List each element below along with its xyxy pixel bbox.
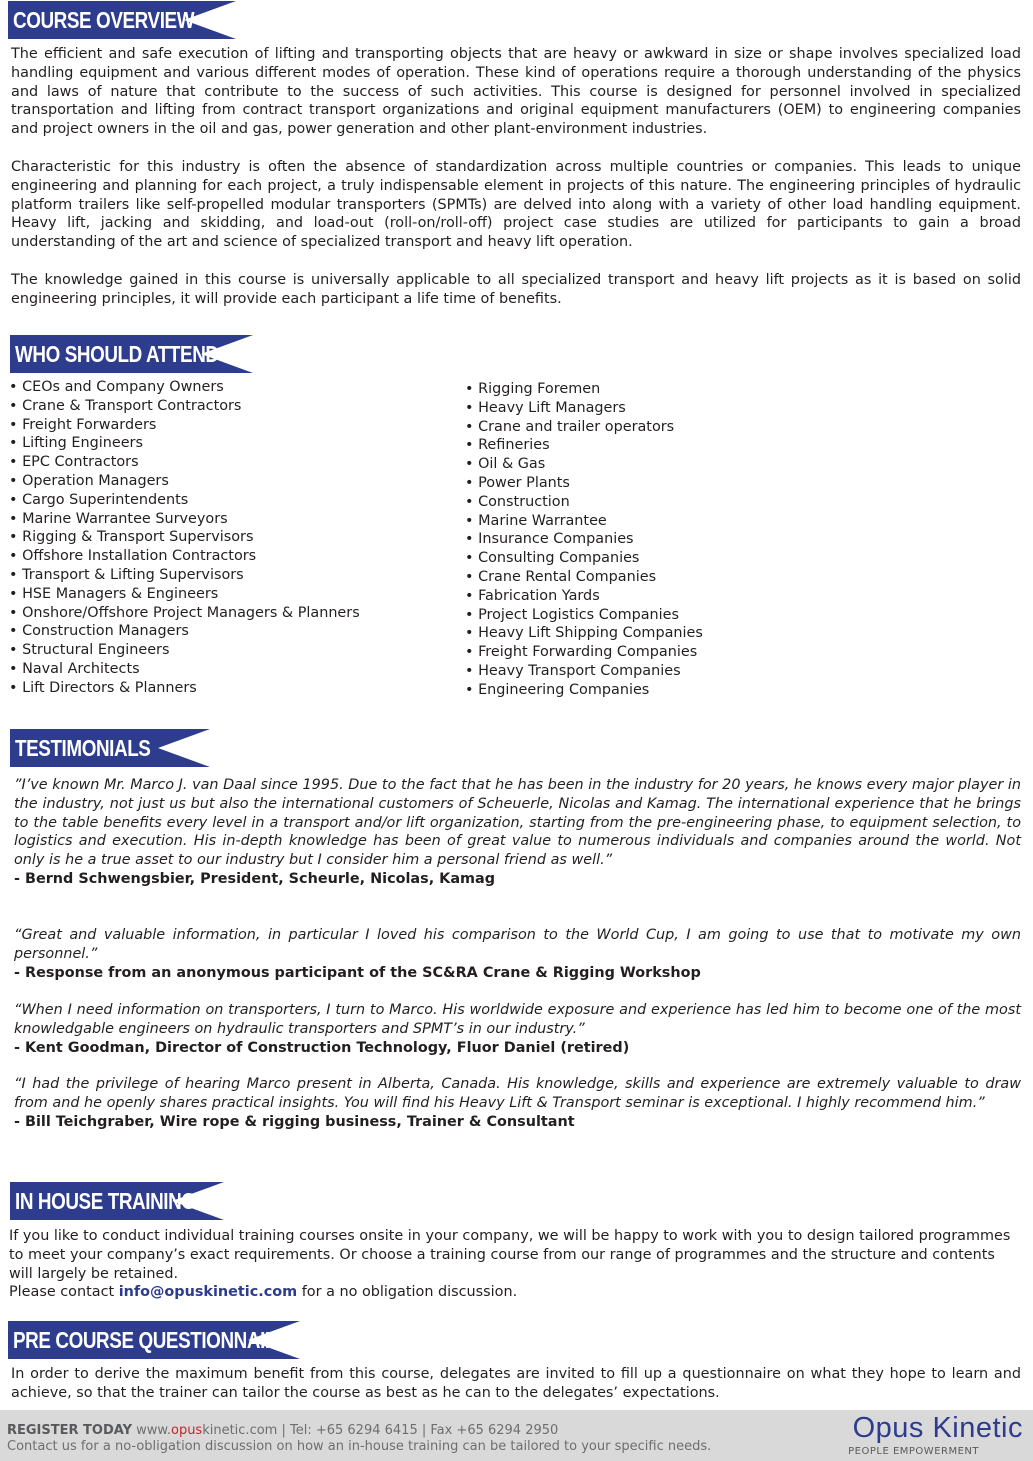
pre-course-section bbox=[0, 1321, 1033, 1406]
attendee-item: • Crane and trailer operators bbox=[465, 418, 703, 437]
testimonials-section bbox=[0, 729, 1033, 1159]
phone-fax: | Tel: +65 6294 6415 | Fax +65 6294 2950 bbox=[277, 1423, 559, 1438]
attendee-item: • Offshore Installation Contractors bbox=[9, 547, 360, 566]
attendee-item: • Onshore/Offshore Project Managers & Planners bbox=[9, 604, 360, 623]
attendee-item: • Heavy Lift Shipping Companies bbox=[465, 624, 703, 643]
footer-contact-line bbox=[7, 1423, 558, 1438]
in-house-training-body: If you like to conduct individual training courses onsite in your company, we will be happy to work with you to design tailored programmes to meet your company’s exact requirements. Or choose a training course from our range of programmes and the structure and contents will largely be retained. bbox=[9, 1228, 1011, 1282]
in-house-training-section bbox=[0, 1182, 1033, 1307]
contact-suffix: for a no obligation discussion. bbox=[297, 1284, 518, 1301]
attendee-item: • Power Plants bbox=[465, 474, 703, 493]
attendee-item: • CEOs and Company Owners bbox=[9, 378, 360, 397]
in-house-training-banner bbox=[10, 1182, 224, 1220]
testimonials-banner bbox=[10, 729, 210, 767]
logo-tagline: PEOPLE EMPOWERMENT bbox=[848, 1446, 979, 1457]
testimonial-author: - Kent Goodman, Director of Construction Technology, Fluor Daniel (retired) bbox=[14, 1039, 630, 1056]
attendee-item: • Crane & Transport Contractors bbox=[9, 397, 360, 416]
attendee-item: • HSE Managers & Engineers bbox=[9, 585, 360, 604]
attendee-item: • Construction Managers bbox=[9, 622, 360, 641]
attendee-item: • Rigging Foremen bbox=[465, 380, 703, 399]
testimonial-quote: “When I need information on transporters, I turn to Marco. His worldwide exposure and experience has led him to become one of the most knowledgable engineers on hydraulic transporters and SPMT’s in our industry.” bbox=[14, 1002, 1021, 1037]
attendee-item: • Lifting Engineers bbox=[9, 434, 360, 453]
web-accent: opus bbox=[170, 1423, 203, 1438]
overview-paragraph-2: Characteristic for this industry is often the absence of standardization across multiple countries or companies. This leads to unique engineering and planning for each project, a truly indispensable element in projects of this nature. The engineering principles of hydraulic platform trailers like self-propelled modular transporters (SPMTs) are delved into along with a variety of other load handling equipment. Heavy lift, jacking and skidding, and load-out (roll-on/roll-off) project case studies are utilized for participants to gain a broad understanding of the art and science of specialized transport and heavy lift operation. bbox=[11, 159, 1021, 251]
attendee-item: • Refineries bbox=[465, 436, 703, 455]
attendee-item: • Cargo Superintendents bbox=[9, 491, 360, 510]
pre-course-text: In order to derive the maximum benefit from this course, delegates are invited to fill up a questionnaire on what they hope to learn and achieve, so that the trainer can tailor the course as best as he can to the delegates’ expectations. bbox=[11, 1366, 1021, 1401]
overview-paragraph-3: The knowledge gained in this course is universally applicable to all specialized transport and heavy lift projects as it is based on solid engineering principles, it will provide each participant a life time of benefits. bbox=[11, 272, 1021, 307]
opus-kinetic-logo: Opus Kinetic bbox=[852, 1412, 1023, 1444]
attendee-item: • Project Logistics Companies bbox=[465, 606, 703, 625]
testimonial-author: - Response from an anonymous participant of the SC&RA Crane & Rigging Workshop bbox=[14, 964, 701, 981]
attendee-item: • Naval Architects bbox=[9, 660, 360, 679]
attendee-item: • Insurance Companies bbox=[465, 530, 703, 549]
testimonial-4 bbox=[14, 1075, 1021, 1131]
testimonial-quote: “Great and valuable information, in particular I loved his comparison to the World Cup, I am going to use that to motivate my own personnel.” bbox=[14, 927, 1021, 962]
attendee-item: • Transport & Lifting Supervisors bbox=[9, 566, 360, 585]
attendee-item: • Construction bbox=[465, 493, 703, 512]
attendee-item: • Crane Rental Companies bbox=[465, 568, 703, 587]
contact-email-link[interactable]: info@opuskinetic.com bbox=[118, 1284, 298, 1301]
attendee-item: • Rigging & Transport Supervisors bbox=[9, 528, 360, 547]
contact-prefix: Please contact bbox=[9, 1284, 119, 1301]
attendee-item: • Heavy Lift Managers bbox=[465, 399, 703, 418]
attendee-item: • Lift Directors & Planners bbox=[9, 679, 360, 698]
course-overview-banner bbox=[8, 1, 236, 39]
testimonial-3 bbox=[14, 1001, 1021, 1057]
attendee-item: • Freight Forwarding Companies bbox=[465, 643, 703, 662]
attendee-list-left bbox=[9, 378, 360, 698]
testimonial-2 bbox=[14, 926, 1021, 982]
who-should-attend-section bbox=[0, 335, 1033, 705]
testimonials-title: TESTIMONIALS bbox=[15, 735, 151, 761]
footer bbox=[0, 1410, 1033, 1461]
attendee-item: • Fabrication Yards bbox=[465, 587, 703, 606]
attendee-item: • Engineering Companies bbox=[465, 681, 703, 700]
register-today-label: REGISTER TODAY bbox=[7, 1423, 132, 1438]
attendee-item: • Heavy Transport Companies bbox=[465, 662, 703, 681]
attendee-item: • Marine Warrantee Surveyors bbox=[9, 510, 360, 529]
overview-paragraph-1: The efficient and safe execution of lifting and transporting objects that are heavy or awkward in size or shape involves specialized load handling equipment and various different modes of operation. These kind of operations require a thorough understanding of the physics and laws of nature that contribute to the success of such activities. This course is designed for personnel involved in specialized transportation and lifting from contract transport organizations and original equipment manufacturers (OEM) to engineering companies and project owners in the oil and gas, power generation and other plant-environment industries. bbox=[11, 46, 1021, 138]
who-should-attend-banner bbox=[10, 335, 253, 373]
attendee-item: • Structural Engineers bbox=[9, 641, 360, 660]
attendee-item: • EPC Contractors bbox=[9, 453, 360, 472]
course-overview-title: COURSE OVERVIEW bbox=[13, 7, 195, 33]
testimonial-quote: “I had the privilege of hearing Marco present in Alberta, Canada. His knowledge, skills and experience are extremely valuable to draw from and he openly shares practical insights. You will find his Heavy Lift & Transport seminar is exceptional. I highly recommend him.” bbox=[14, 1076, 1021, 1111]
in-house-training-text bbox=[9, 1227, 1017, 1302]
testimonial-quote: ”I’ve known Mr. Marco J. van Daal since 1995. Due to the fact that he has been in the industry for 20 years, he knows every major player in the industry, not just us but also the international customers of Scheuerle, Nicolas and Kamag. The international experience that he brings to the table benefits every level in a transport and/or lift organization, starting from the pre-engineering phase, to equipment selection, to logistics and execution. His in-depth knowledge has been of great value to numerous individuals and companies around the world. Not only is he a true asset to our industry but I consider him a personal friend as well.” bbox=[14, 777, 1021, 869]
attendee-list-right bbox=[465, 380, 703, 700]
attendee-item: • Freight Forwarders bbox=[9, 416, 360, 435]
pre-course-banner bbox=[8, 1321, 300, 1359]
testimonial-1 bbox=[14, 776, 1021, 889]
pre-course-title: PRE COURSE QUESTIONNAIRE bbox=[13, 1327, 291, 1353]
course-overview-section bbox=[0, 0, 1033, 320]
testimonial-author: - Bernd Schwengsbier, President, Scheurle, Nicolas, Kamag bbox=[14, 870, 496, 887]
testimonial-author: - Bill Teichgraber, Wire rope & rigging business, Trainer & Consultant bbox=[14, 1113, 575, 1130]
who-should-attend-title: WHO SHOULD ATTEND bbox=[15, 341, 219, 367]
web-prefix: www. bbox=[136, 1423, 171, 1438]
attendee-item: • Operation Managers bbox=[9, 472, 360, 491]
attendee-item: • Consulting Companies bbox=[465, 549, 703, 568]
attendee-item: • Marine Warrantee bbox=[465, 512, 703, 531]
attendee-item: • Oil & Gas bbox=[465, 455, 703, 474]
footer-tagline-line: Contact us for a no-obligation discussion on how an in-house training can be tailored to your specific needs. bbox=[7, 1439, 712, 1454]
in-house-training-title: IN HOUSE TRAINING bbox=[15, 1188, 196, 1214]
web-suffix: kinetic.com bbox=[202, 1423, 278, 1438]
website-link[interactable] bbox=[136, 1423, 277, 1438]
